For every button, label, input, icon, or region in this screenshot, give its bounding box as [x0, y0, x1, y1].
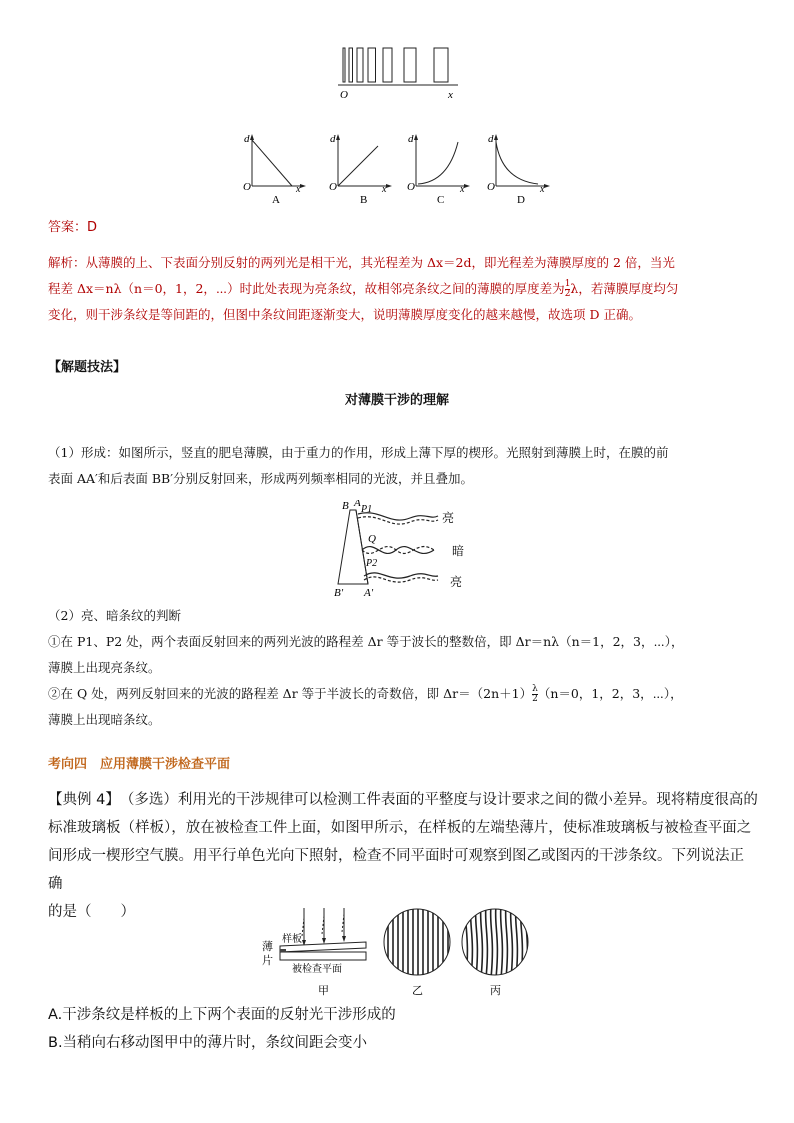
- topic-heading: 考向四 应用薄膜干涉检查平面: [48, 757, 231, 772]
- figure-yi: [382, 906, 452, 998]
- svg-text:O: O: [407, 181, 415, 193]
- graph-a: [240, 130, 310, 208]
- svg-text:O: O: [329, 181, 337, 193]
- analysis-line-3: 变化，则干涉条纹是等间距的，但图中条纹间距逐渐变大，说明薄膜厚度变化的越来越慢，故选项 D 正确。: [48, 307, 641, 322]
- svg-text:O: O: [487, 181, 495, 193]
- method-header: 【解题技法】: [48, 360, 127, 375]
- svg-text:x: x: [296, 184, 301, 195]
- origin-label: O: [340, 89, 348, 100]
- svg-text:被检查平面: 被检查平面: [292, 964, 342, 975]
- svg-text:d: d: [408, 133, 414, 145]
- paragraph-formation: （1）形成：如图所示，竖直的肥皂薄膜，由于重力的作用，形成上薄下厚的楔形。光照射到薄膜上时，在膜的前 表面 AA′和后表面 BB′分别反射回来，形成两列频率相同的光波，并且叠加。: [48, 445, 669, 486]
- answer: 答案：D: [48, 220, 98, 235]
- option-a[interactable]: A.干涉条纹是样板的上下两个表面的反射光干涉形成的: [48, 1007, 396, 1023]
- svg-text:样板: 样板: [282, 934, 302, 945]
- graph-d-label: D: [517, 194, 525, 206]
- svg-text:A′: A′: [364, 587, 374, 599]
- analysis-line-2: 程差 Δx＝nλ（n＝0，1，2，⋯）时此处表现为亮条纹，故相邻亮条纹之间的薄膜的厚度差为 $\frac{1}{2}$ λ，若薄膜厚度均匀: [48, 279, 679, 299]
- svg-text:d: d: [330, 133, 336, 145]
- svg-text:甲: 甲: [318, 985, 329, 997]
- svg-text:x: x: [540, 184, 545, 195]
- svg-text:亮: 亮: [442, 511, 455, 525]
- svg-text:d: d: [244, 133, 250, 145]
- svg-text:P2: P2: [366, 558, 378, 569]
- svg-text:片: 片: [262, 955, 273, 967]
- svg-text:P1: P1: [361, 504, 373, 515]
- option-b[interactable]: B.当稍向右移动图甲中的薄片时，条纹间距会变小: [48, 1035, 368, 1051]
- figure-jia: [258, 906, 378, 998]
- svg-text:x: x: [382, 184, 387, 195]
- svg-text:B: B: [342, 500, 349, 512]
- svg-text:B′: B′: [334, 587, 344, 599]
- options: [48, 1001, 758, 1057]
- graph-c: [404, 130, 474, 208]
- analysis: [48, 250, 748, 328]
- svg-text:x: x: [460, 184, 465, 195]
- svg-text:丙: 丙: [490, 985, 501, 997]
- x-axis-label: x: [448, 89, 453, 100]
- svg-text:亮: 亮: [450, 575, 463, 589]
- svg-text:乙: 乙: [412, 985, 423, 997]
- section-title: 对薄膜干涉的理解: [344, 393, 449, 408]
- svg-text:A: A: [354, 500, 361, 509]
- svg-text:Q: Q: [368, 533, 376, 545]
- svg-text:薄: 薄: [262, 941, 273, 953]
- example-4: 【典例 4】 （多选）利用光的干涉规律可以检测工件表面的平整度与设计要求之间的微小差异。现将精度很高的 标准玻璃板（样板），放在被检查工件上面，如图甲所示，在样板的左端垫薄片，使标准玻璃板与被检查平面之 间形成一楔形空气膜。用平行单色光向下照射，检查不同平面时可观察到图乙或图丙的干涉条纹。下列说法正确 的是（ ）: [48, 792, 758, 920]
- svg-text:暗: 暗: [452, 544, 465, 558]
- graph-d: [484, 130, 554, 208]
- soap-film-figure: [330, 500, 480, 600]
- analysis-line-1: 解析：从薄膜的上、下表面分别反射的两列光是相干光，其光程差为 Δx＝2d，即光程差为薄膜厚度的 2 倍，当光: [48, 255, 675, 270]
- svg-text:O: O: [243, 181, 251, 193]
- graph-a-label: A: [272, 194, 280, 206]
- figure-bing: [460, 906, 530, 998]
- graph-b: [326, 130, 396, 208]
- svg-text:d: d: [488, 133, 494, 145]
- paragraph-judgement: （2）亮、暗条纹的判断 ①在 P1、P2 处，两个表面反射回来的两列光波的路程差 Δr 等于波长的整数倍，即 Δr＝nλ（n＝1，2，3，⋯）， 薄膜上出现亮条纹。 ②在 Q 处，两列反射回来的光波的路程差 Δr 等于半波长的奇数倍，即 Δr＝（2n＋1） $\frac{\lambda}{2}$ （n＝0，1，2，3，⋯）， 薄膜上出现暗条纹。: [48, 608, 684, 727]
- fringe-figure: [330, 44, 465, 100]
- graph-c-label: C: [437, 194, 445, 206]
- graph-b-label: B: [360, 194, 368, 206]
